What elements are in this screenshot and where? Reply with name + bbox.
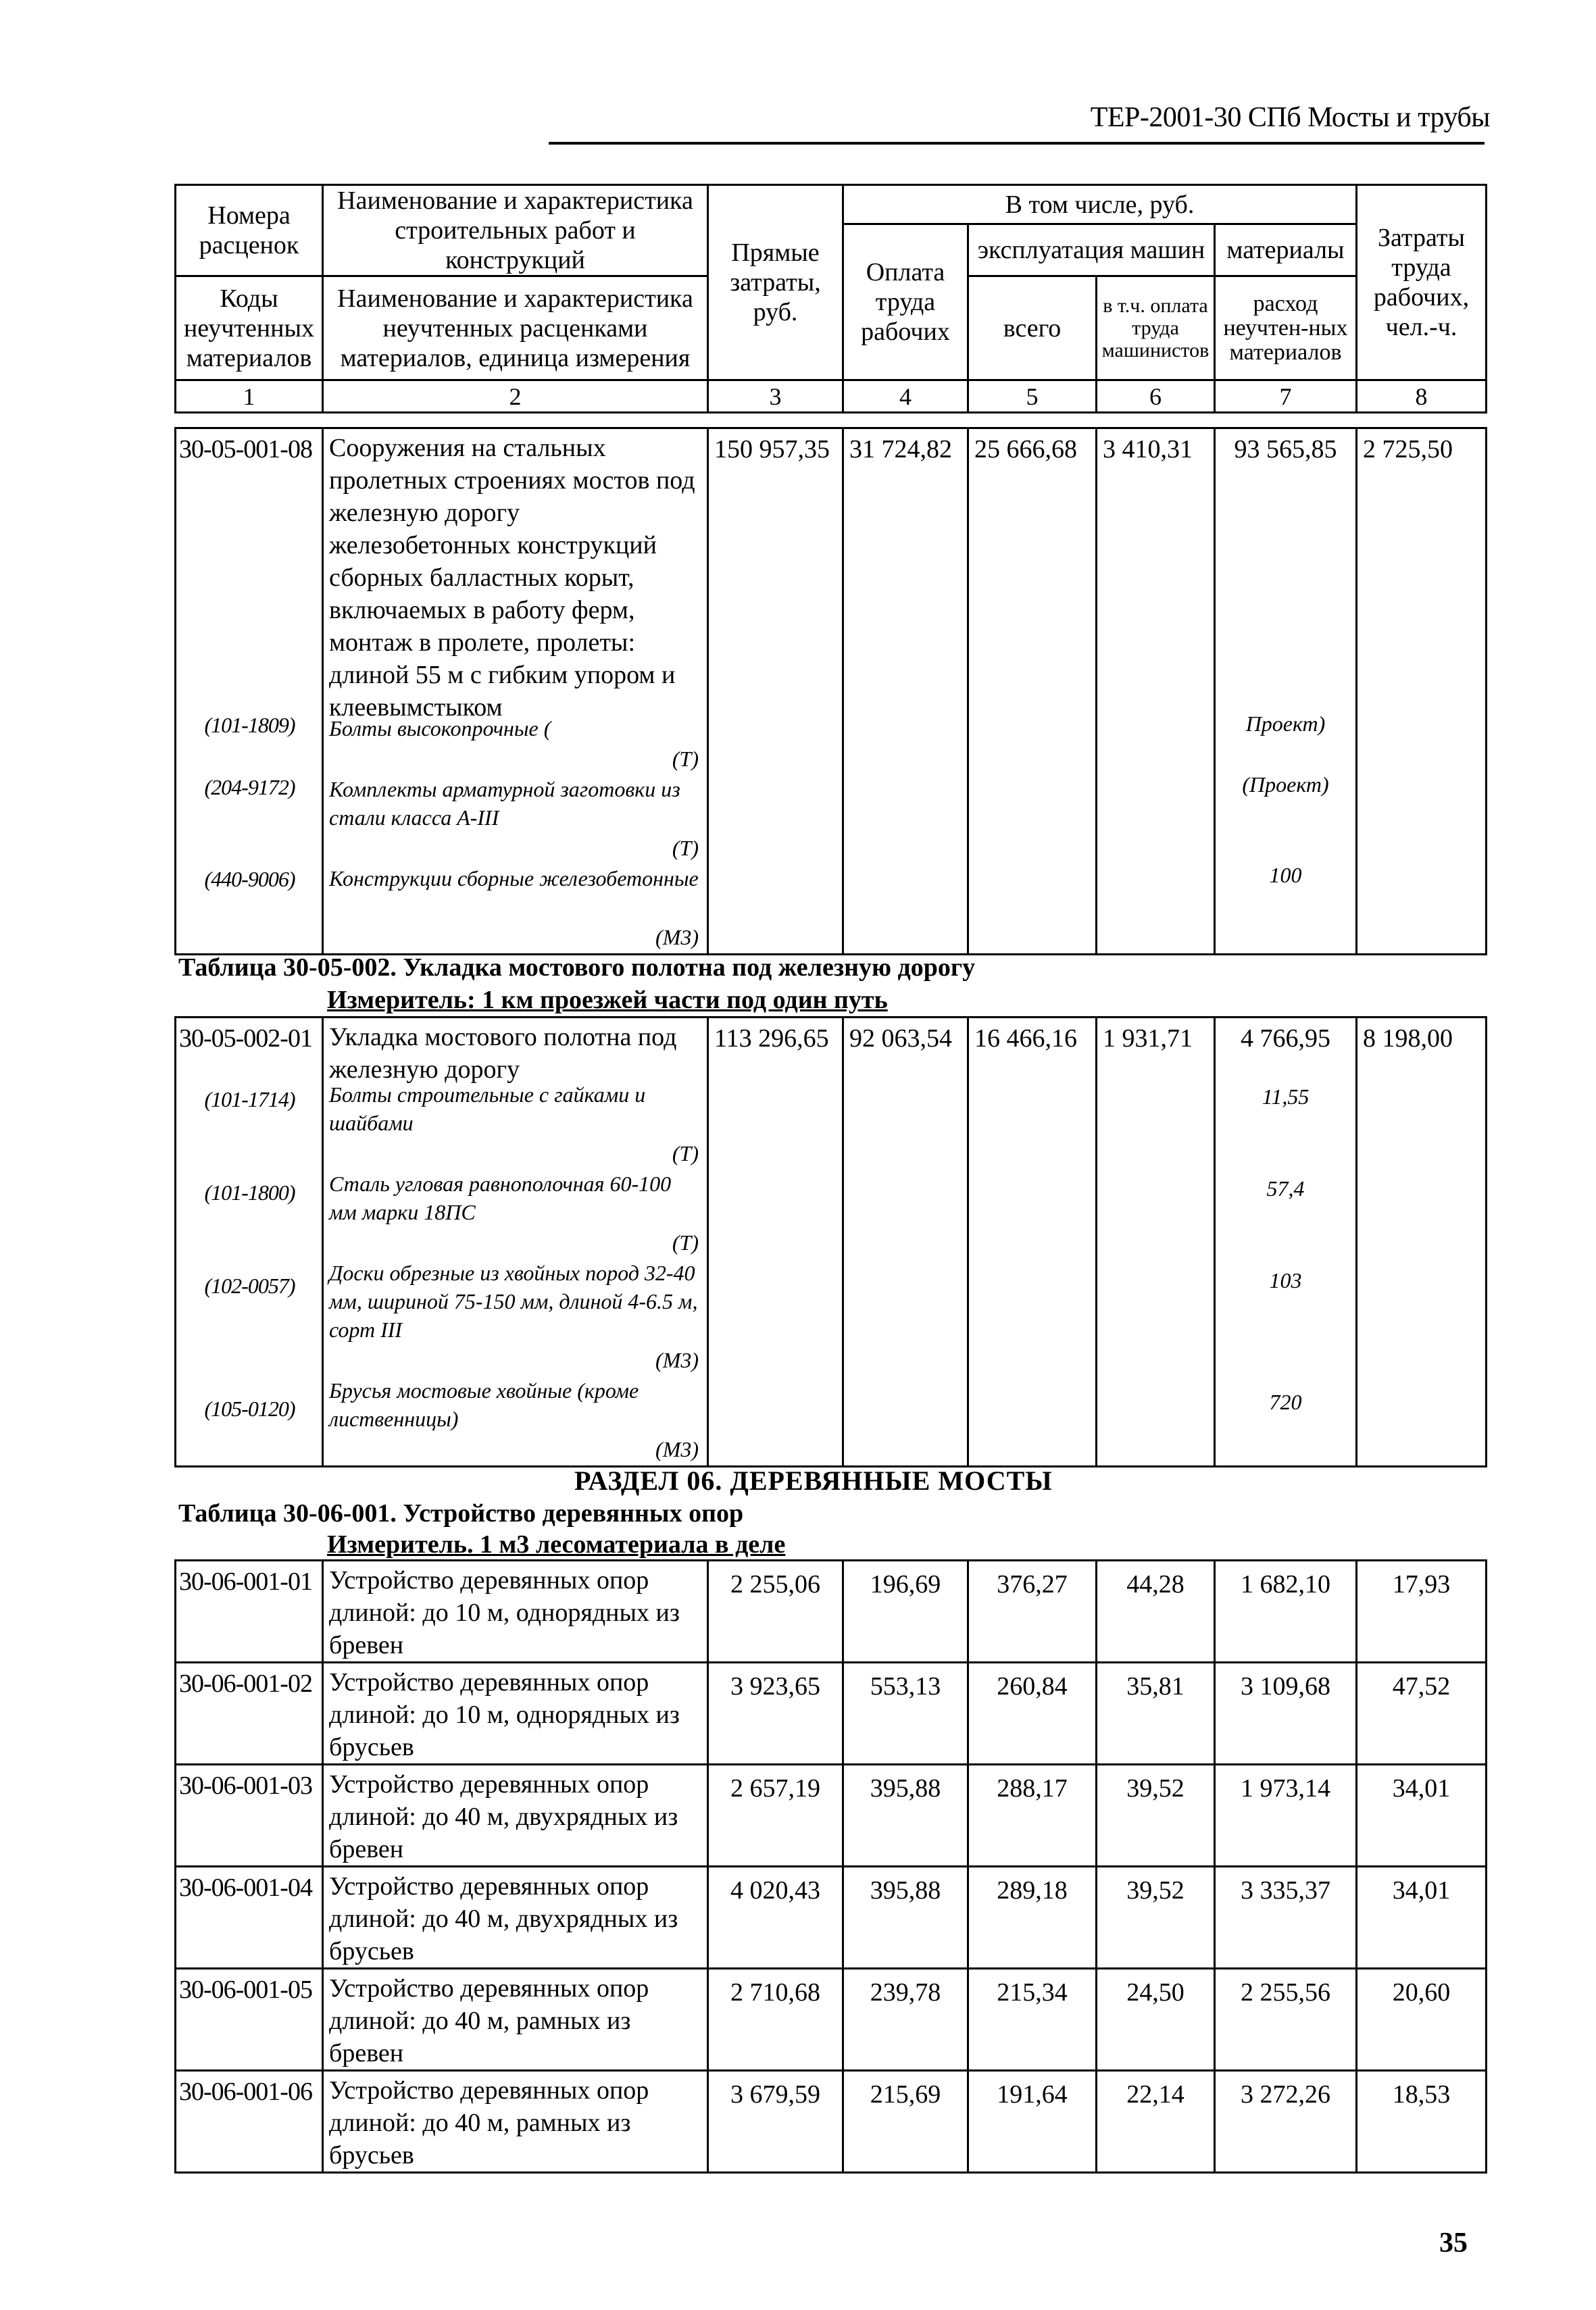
machine-costs: 288,17 [968, 1765, 1097, 1867]
operator-wages: 3 410,31 [1097, 428, 1215, 955]
header-num-8: 8 [1357, 380, 1487, 413]
table-row [176, 1867, 1487, 1969]
resource-name: Комплекты арматурной заготовки из стали класса А-III [329, 777, 680, 830]
materials-costs: 1 973,14 [1215, 1765, 1357, 1867]
resource-name: Болты строительные с гайками и шайбами [329, 1082, 646, 1135]
rate-code-text: 30-05-001-08 [179, 435, 312, 463]
direct-costs: 2 255,06 [708, 1561, 843, 1663]
resource-value: 11,55 [1262, 1084, 1310, 1109]
resource-unit: (Т) [672, 747, 699, 771]
resource-unit: (Т) [672, 1141, 699, 1165]
table-caption: Таблица 30-06-001. Устройство деревянных опор [178, 1499, 744, 1528]
materials-cell [1215, 428, 1357, 955]
table-row [176, 2071, 1487, 2173]
operator-wages: 24,50 [1097, 1969, 1215, 2071]
rate-code: 30-06-001-05 [176, 1969, 323, 2071]
labor-wages: 196,69 [843, 1561, 968, 1663]
header-col7: расход неучтен-ных материалов [1215, 276, 1357, 380]
header-col2-bottom: Наименование и характеристика неучтенных расценками материалов, единица измерения [323, 276, 708, 380]
machine-costs: 260,84 [968, 1663, 1097, 1765]
rate-code-text: 30-05-002-01 [179, 1024, 312, 1053]
rate-table-30-05-001 [174, 427, 1487, 955]
resource-code: (101-1800) [204, 1180, 295, 1205]
header-col6: в т.ч. оплата труда машинистов [1097, 276, 1215, 380]
labor-hours: 47,52 [1357, 1663, 1487, 1765]
header-materials: материалы [1215, 224, 1357, 276]
labor-wages: 395,88 [843, 1867, 968, 1969]
rate-code [176, 428, 323, 955]
labor-wages: 31 724,82 [843, 428, 968, 955]
resource-value: 57,4 [1266, 1176, 1305, 1201]
resource-unit: (Т) [672, 836, 699, 860]
rate-name: Устройство деревянных опор длиной: до 40 м, двухрядных из бревен [323, 1765, 708, 1867]
labor-hours: 20,60 [1357, 1969, 1487, 2071]
header-rule [549, 142, 1485, 145]
table-row [176, 1969, 1487, 2071]
header-col3: Прямые затраты, руб. [708, 185, 843, 380]
materials-costs: 1 682,10 [1215, 1561, 1357, 1663]
resource-code: (101-1809) [204, 713, 295, 737]
header-col1-bottom: Коды неучтенных материалов [176, 276, 323, 380]
rate-code: 30-06-001-04 [176, 1867, 323, 1969]
labor-wages: 239,78 [843, 1969, 968, 2071]
operator-wages: 44,28 [1097, 1561, 1215, 1663]
operator-wages: 39,52 [1097, 1867, 1215, 1969]
materials-costs: 3 335,37 [1215, 1867, 1357, 1969]
table-caption: Таблица 30-05-002. Укладка мостового полотна под железную дорогу [178, 953, 976, 982]
resource-name: Конструкции сборные железобетонные [329, 866, 699, 890]
header-num-1: 1 [176, 380, 323, 413]
resource-name: Болты высокопрочные ( [329, 716, 551, 740]
rate-name-cell [323, 428, 708, 955]
machine-costs: 376,27 [968, 1561, 1097, 1663]
machine-costs: 191,64 [968, 2071, 1097, 2173]
direct-costs: 2 657,19 [708, 1765, 843, 1867]
rate-table-30-06-001 [174, 1559, 1487, 2174]
operator-wages: 39,52 [1097, 1765, 1215, 1867]
resource-code: (204-9172) [204, 775, 295, 799]
header-col4: Оплата труда рабочих [843, 224, 968, 380]
header-col2-top: Наименование и характеристика строительных работ и конструкций [323, 185, 708, 276]
direct-costs: 4 020,43 [708, 1867, 843, 1969]
resource-value: 103 [1269, 1268, 1302, 1292]
section-title: РАЗДЕЛ 06. ДЕРЕВЯННЫЕ МОСТЫ [574, 1465, 1053, 1496]
direct-costs: 2 710,68 [708, 1969, 843, 2071]
resource-name: Доски обрезные из хвойных пород 32-40 мм, шириной 75-150 мм, длиной 4-6.5 м, сорт III [329, 1261, 698, 1342]
resource-unit: (М3) [655, 1348, 699, 1372]
header-col1-top: Номера расценок [176, 185, 323, 276]
rate-name: Устройство деревянных опор длиной: до 40 м, рамных из бревен [323, 1969, 708, 2071]
materials-costs: 4 766,95 [1241, 1024, 1330, 1053]
resource-code: (105-0120) [204, 1397, 295, 1421]
header-num-3: 3 [708, 380, 843, 413]
materials-costs: 93 565,85 [1234, 435, 1337, 463]
materials-cell [1215, 1018, 1357, 1467]
labor-wages: 92 063,54 [843, 1018, 968, 1467]
operator-wages: 1 931,71 [1097, 1018, 1215, 1467]
table-row [176, 1663, 1487, 1765]
operator-wages: 35,81 [1097, 1663, 1215, 1765]
table-row [176, 1765, 1487, 1867]
table-row [176, 1561, 1487, 1663]
rate-code: 30-06-001-02 [176, 1663, 323, 1765]
rate-name: Укладка мостового полотна под железную дорогу [329, 1023, 677, 1084]
header-group: В том числе, руб. [843, 185, 1357, 224]
labor-hours: 18,53 [1357, 2071, 1487, 2173]
table-meter: Измеритель: 1 км проезжей части под один путь [327, 986, 888, 1014]
operator-wages: 22,14 [1097, 2071, 1215, 2173]
header-machines: эксплуатация машин [968, 224, 1215, 276]
rate-code: 30-06-001-06 [176, 2071, 323, 2173]
header-col5: всего [968, 276, 1097, 380]
resource-value: 720 [1269, 1390, 1302, 1414]
rate-table-30-05-002 [174, 1016, 1487, 1467]
resource-value: 100 [1269, 863, 1302, 887]
rate-name: Устройство деревянных опор длиной: до 40 м, рамных из брусьев [323, 2071, 708, 2173]
rate-name: Сооружения на стальных пролетных строениях мостов под железную дорогу железобетонных конструкций сборных балластных корыт, включаемых в работу ферм, монтаж в пролете, пролеты: длиной 55 м с гибким упором и клеевымстыком [329, 434, 695, 722]
direct-costs: 150 957,35 [708, 428, 843, 955]
column-header-table [174, 184, 1487, 413]
labor-hours: 34,01 [1357, 1765, 1487, 1867]
materials-costs: 3 272,26 [1215, 2071, 1357, 2173]
header-col8: Затраты труда рабочих, чел.-ч. [1357, 185, 1487, 380]
labor-hours: 2 725,50 [1357, 428, 1487, 955]
labor-hours: 17,93 [1357, 1561, 1487, 1663]
resource-unit: (М3) [655, 925, 699, 949]
materials-costs: 3 109,68 [1215, 1663, 1357, 1765]
labor-hours: 8 198,00 [1357, 1018, 1487, 1467]
machine-costs: 25 666,68 [968, 428, 1097, 955]
rate-name-cell [323, 1018, 708, 1467]
resource-unit: (М3) [655, 1437, 699, 1461]
direct-costs: 3 923,65 [708, 1663, 843, 1765]
machine-costs: 289,18 [968, 1867, 1097, 1969]
page-header-title: ТЕР-2001-30 СПб Мосты и трубы [1090, 102, 1490, 133]
rate-code [176, 1018, 323, 1467]
resource-code: (102-0057) [204, 1274, 295, 1298]
labor-hours: 34,01 [1357, 1867, 1487, 1969]
header-num-2: 2 [323, 380, 708, 413]
labor-wages: 215,69 [843, 2071, 968, 2173]
direct-costs: 113 296,65 [708, 1018, 843, 1467]
direct-costs: 3 679,59 [708, 2071, 843, 2173]
resource-name: Брусья мостовые хвойные (кроме лиственницы) [329, 1378, 639, 1431]
rate-name: Устройство деревянных опор длиной: до 10 м, однорядных из бревен [323, 1561, 708, 1663]
header-num-4: 4 [843, 380, 968, 413]
header-num-5: 5 [968, 380, 1097, 413]
rate-code: 30-06-001-03 [176, 1765, 323, 1867]
resource-unit: (Т) [672, 1230, 699, 1255]
page-number: 35 [1439, 2228, 1468, 2259]
resource-value: Проект) [1245, 711, 1326, 736]
header-num-6: 6 [1097, 380, 1215, 413]
header-num-7: 7 [1215, 380, 1357, 413]
resource-code: (440-9006) [204, 867, 295, 891]
rate-name: Устройство деревянных опор длиной: до 10 м, однорядных из брусьев [323, 1663, 708, 1765]
resource-name: Сталь угловая равнополочная 60-100 мм марки 18ПС [329, 1172, 672, 1224]
materials-costs: 2 255,56 [1215, 1969, 1357, 2071]
machine-costs: 16 466,16 [968, 1018, 1097, 1467]
machine-costs: 215,34 [968, 1969, 1097, 2071]
labor-wages: 395,88 [843, 1765, 968, 1867]
rate-code: 30-06-001-01 [176, 1561, 323, 1663]
rate-name: Устройство деревянных опор длиной: до 40 м, двухрядных из брусьев [323, 1867, 708, 1969]
resource-code: (101-1714) [204, 1087, 295, 1111]
table-meter: Измеритель. 1 м3 лесоматериала в деле [327, 1530, 786, 1559]
resource-value: (Проект) [1242, 772, 1329, 797]
labor-wages: 553,13 [843, 1663, 968, 1765]
